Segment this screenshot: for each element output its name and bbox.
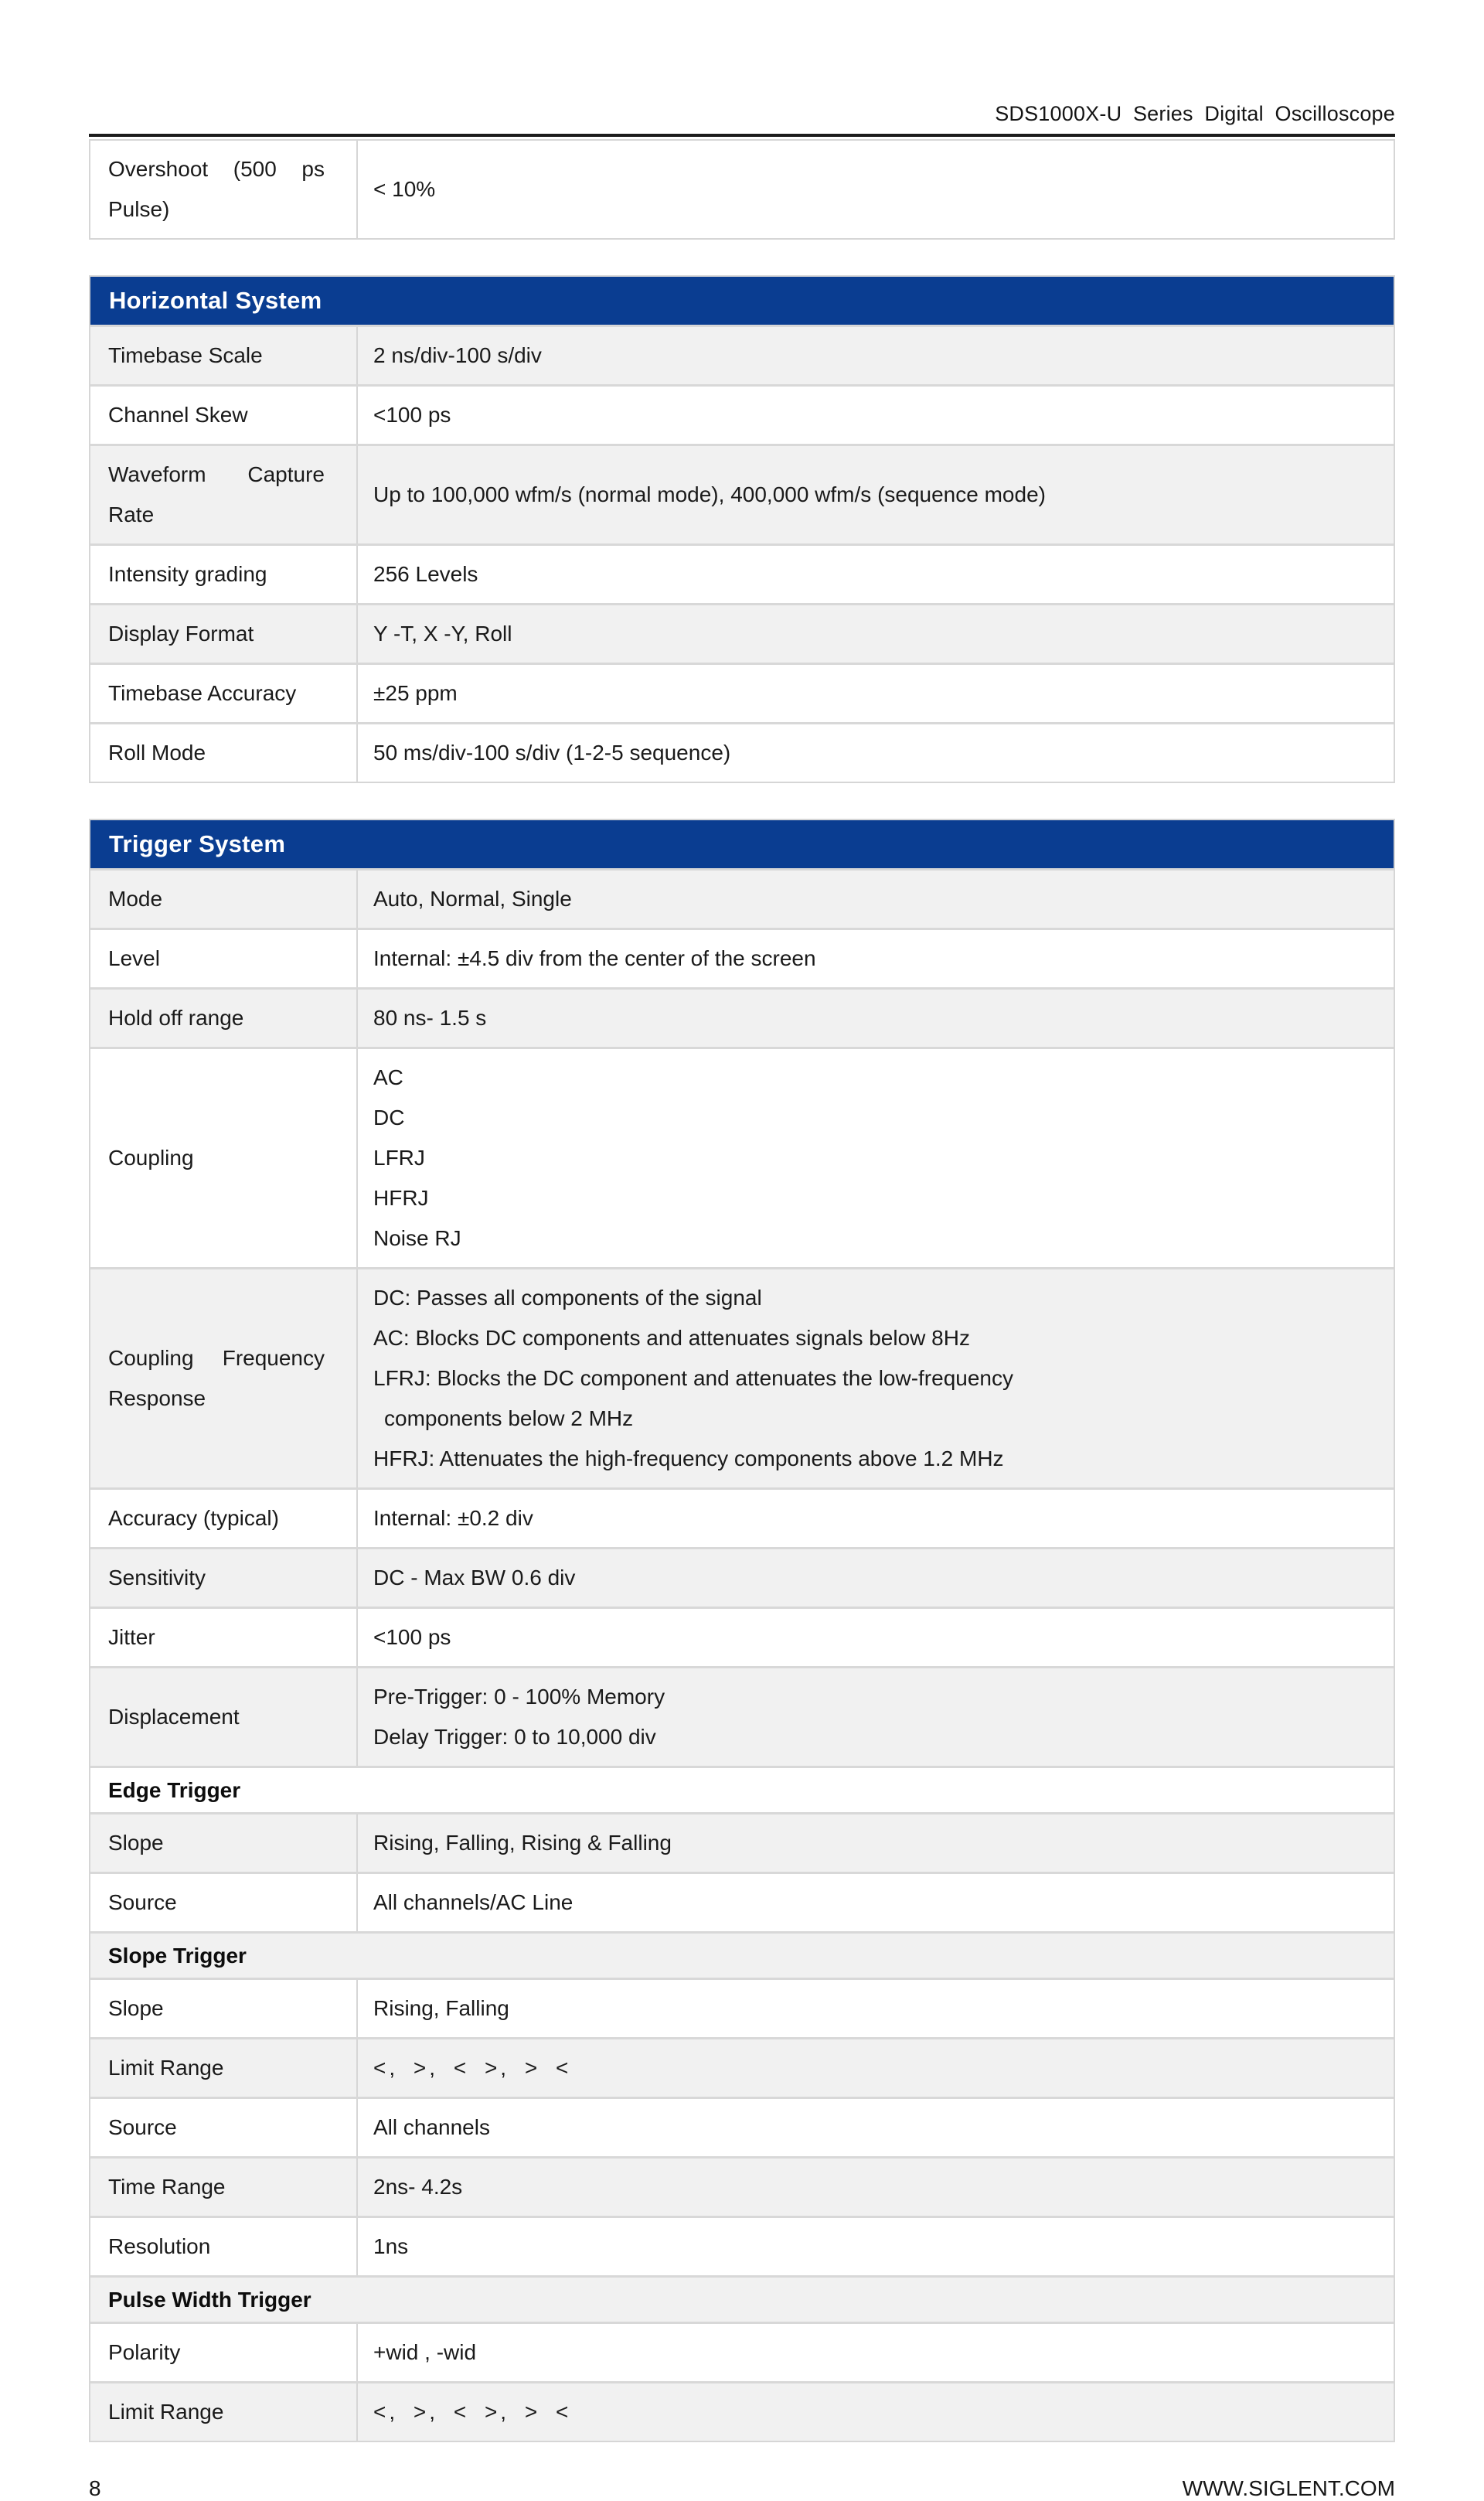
table-row (90, 2322, 1394, 2381)
spec-label: Displacement (108, 1705, 240, 1729)
spec-value-line: DC (373, 1106, 405, 1130)
spec-label-cell (90, 1490, 358, 1547)
spec-value-line: 2ns- 4.2s (373, 2175, 463, 2199)
spec-value-cell (358, 605, 1394, 663)
table-row (90, 2037, 1394, 2097)
spec-label-cell (90, 141, 358, 238)
spec-value-line: HFRJ: Attenuates the high-frequency components above 1.2 MHz (373, 1446, 1004, 1470)
spec-value-line: DC - Max BW 0.6 div (373, 1566, 576, 1590)
spec-label: Source (108, 1890, 177, 1914)
table-row (90, 928, 1394, 987)
spec-label-cell (90, 546, 358, 603)
table-row (90, 325, 1394, 384)
subsection-title: Pulse Width Trigger (108, 2287, 311, 2312)
page-footer (89, 2476, 1395, 2501)
spec-label: Source (108, 2115, 177, 2139)
spec-value-cell (358, 2159, 1394, 2216)
table-row (90, 1487, 1394, 1547)
table-row (90, 543, 1394, 603)
spec-label-cell (90, 1874, 358, 1931)
spec-label-cell (90, 2324, 358, 2381)
spec-value-cell (358, 1814, 1394, 1872)
spec-label-cell (90, 990, 358, 1047)
spec-value-line: 2 ns/div-100 s/div (373, 343, 542, 367)
spec-label: Level (108, 946, 160, 970)
document-header-title: SDS1000X-U Series Digital Oscilloscope (89, 102, 1395, 137)
spec-value-line: HFRJ (373, 1186, 429, 1210)
spec-value-line: AC: Blocks DC components and attenuates signals below 8Hz (373, 1326, 970, 1350)
spec-label-cell (90, 724, 358, 782)
table-row (90, 1047, 1394, 1267)
spec-label: Accuracy (typical) (108, 1506, 279, 1530)
spec-label: Polarity (108, 2340, 181, 2364)
spec-label-cell (90, 605, 358, 663)
table-row (90, 722, 1394, 782)
spec-label: Coupling Frequency Response (108, 1346, 325, 1410)
spec-label: Mode (108, 887, 163, 911)
spec-value-cell (358, 990, 1394, 1047)
section-header: Horizontal System (90, 277, 1394, 325)
spec-value-cell (358, 2383, 1394, 2441)
spec-value-line: ±25 ppm (373, 681, 458, 705)
spec-label-cell (90, 1668, 358, 1766)
spec-label-cell (90, 1609, 358, 1666)
spec-value-line: <100 ps (373, 403, 451, 427)
subsection-title: Slope Trigger (108, 1943, 247, 1968)
spec-label-cell (90, 871, 358, 928)
spec-value-line: All channels (373, 2115, 490, 2139)
spec-value-cell (358, 2039, 1394, 2097)
spec-value-line: 256 Levels (373, 562, 478, 586)
table-row (90, 663, 1394, 722)
spec-label: Timebase Accuracy (108, 681, 297, 705)
table-row (90, 1267, 1394, 1487)
spec-label-cell (90, 1049, 358, 1267)
spec-value-line: < 10% (373, 177, 436, 201)
table-subsection-row (90, 1766, 1394, 1812)
spec-value-line: <100 ps (373, 1625, 451, 1649)
spec-label-cell (90, 446, 358, 543)
spec-label-cell (90, 1814, 358, 1872)
spec-label: Slope (108, 1831, 164, 1855)
spec-value-cell (358, 724, 1394, 782)
spec-value-line: Delay Trigger: 0 to 10,000 div (373, 1725, 656, 1749)
spec-table-trigger-system (89, 819, 1395, 2442)
spec-value-line: All channels/AC Line (373, 1890, 574, 1914)
spec-value-cell (358, 1980, 1394, 2037)
spec-label-cell (90, 2039, 358, 2097)
spec-value-cell (358, 546, 1394, 603)
spec-value-cell (358, 1269, 1394, 1487)
spec-value-line: 50 ms/div-100 s/div (1-2-5 sequence) (373, 741, 731, 765)
spec-label: Display Format (108, 622, 254, 646)
spec-value-cell (358, 1609, 1394, 1666)
spec-label: Jitter (108, 1625, 155, 1649)
table-subsection-row (90, 1931, 1394, 1978)
page-content (89, 0, 1395, 2501)
spec-label: Sensitivity (108, 1566, 206, 1590)
table-row (90, 1547, 1394, 1607)
spec-value-cell (358, 871, 1394, 928)
spec-value-line: Rising, Falling (373, 1996, 509, 2020)
spec-value-line: <, >, < >, > < (373, 2400, 572, 2424)
spec-value-line: LFRJ: Blocks the DC component and attenuates the low-frequency (373, 1366, 1013, 1390)
spec-table-horizontal-system (89, 275, 1395, 783)
table-row (90, 2216, 1394, 2275)
spec-value-cell (358, 1549, 1394, 1607)
spec-label-cell (90, 1269, 358, 1487)
table-row (90, 141, 1394, 238)
page-number: 8 (89, 2476, 101, 2500)
table-subsection-row (90, 2275, 1394, 2322)
spec-label-cell (90, 387, 358, 444)
footer-website: WWW.SIGLENT.COM (1182, 2476, 1395, 2500)
spec-value-cell (358, 387, 1394, 444)
spec-label-cell (90, 1980, 358, 2037)
table-row (90, 2156, 1394, 2216)
table-row (90, 987, 1394, 1047)
spec-value-cell (358, 1668, 1394, 1766)
table-row (90, 868, 1394, 928)
table-row (90, 2097, 1394, 2156)
table-row (90, 444, 1394, 543)
spec-label-cell (90, 2218, 358, 2275)
table-row (90, 1812, 1394, 1872)
table-row (90, 1607, 1394, 1666)
spec-label: Time Range (108, 2175, 226, 2199)
spec-value-cell (358, 446, 1394, 543)
spec-value-cell (358, 2324, 1394, 2381)
spec-label: Timebase Scale (108, 343, 263, 367)
spec-label-cell (90, 1549, 358, 1607)
spec-label: Resolution (108, 2234, 211, 2258)
spec-value-line: Auto, Normal, Single (373, 887, 572, 911)
spec-value-cell (358, 2218, 1394, 2275)
spec-value-line: Rising, Falling, Rising & Falling (373, 1831, 672, 1855)
spec-value-cell (358, 930, 1394, 987)
spec-value-line: LFRJ (373, 1146, 425, 1170)
spec-value-line: Internal: ±0.2 div (373, 1506, 533, 1530)
table-row (90, 1978, 1394, 2037)
spec-label-cell (90, 2159, 358, 2216)
spec-value-line: +wid , -wid (373, 2340, 477, 2364)
table-row (90, 1666, 1394, 1766)
spec-value-cell (358, 327, 1394, 384)
spec-label: Overshoot (500 ps Pulse) (108, 157, 325, 221)
spec-value-line: 80 ns- 1.5 s (373, 1006, 487, 1030)
spec-value-line: <, >, < >, > < (373, 2056, 572, 2080)
spec-value-line: components below 2 MHz (384, 1406, 634, 1430)
spec-value-line: AC (373, 1065, 403, 1089)
section-header: Trigger System (90, 820, 1394, 868)
spec-label: Limit Range (108, 2400, 224, 2424)
spec-label: Channel Skew (108, 403, 248, 427)
table-row (90, 1872, 1394, 1931)
spec-value-line: DC: Passes all components of the signal (373, 1286, 762, 1310)
spec-value-line: Y -T, X -Y, Roll (373, 622, 512, 646)
spec-label-cell (90, 2383, 358, 2441)
spec-label-cell (90, 2099, 358, 2156)
table-row (90, 2381, 1394, 2441)
spec-value-cell (358, 1874, 1394, 1931)
spec-value-cell (358, 665, 1394, 722)
table-row (90, 384, 1394, 444)
spec-label: Intensity grading (108, 562, 267, 586)
spec-table-fragment (89, 139, 1395, 240)
spec-value-line: Noise RJ (373, 1226, 461, 1250)
spec-label-cell (90, 930, 358, 987)
spec-value-cell (358, 1490, 1394, 1547)
spec-value-cell (358, 1049, 1394, 1267)
spec-label: Hold off range (108, 1006, 244, 1030)
spec-label: Limit Range (108, 2056, 224, 2080)
spec-value-line: Pre-Trigger: 0 - 100% Memory (373, 1685, 665, 1709)
spec-label: Waveform Capture Rate (108, 462, 325, 526)
table-row (90, 603, 1394, 663)
spec-value-line: Up to 100,000 wfm/s (normal mode), 400,000 wfm/s (sequence mode) (373, 482, 1046, 506)
spec-label-cell (90, 327, 358, 384)
spec-value-line: 1ns (373, 2234, 409, 2258)
spec-value-cell (358, 141, 1394, 238)
spec-label: Slope (108, 1996, 164, 2020)
spec-value-line: Internal: ±4.5 div from the center of the screen (373, 946, 816, 970)
spec-label-cell (90, 665, 358, 722)
spec-value-cell (358, 2099, 1394, 2156)
spec-label: Coupling (108, 1146, 194, 1170)
spec-label: Roll Mode (108, 741, 206, 765)
subsection-title: Edge Trigger (108, 1777, 241, 1802)
